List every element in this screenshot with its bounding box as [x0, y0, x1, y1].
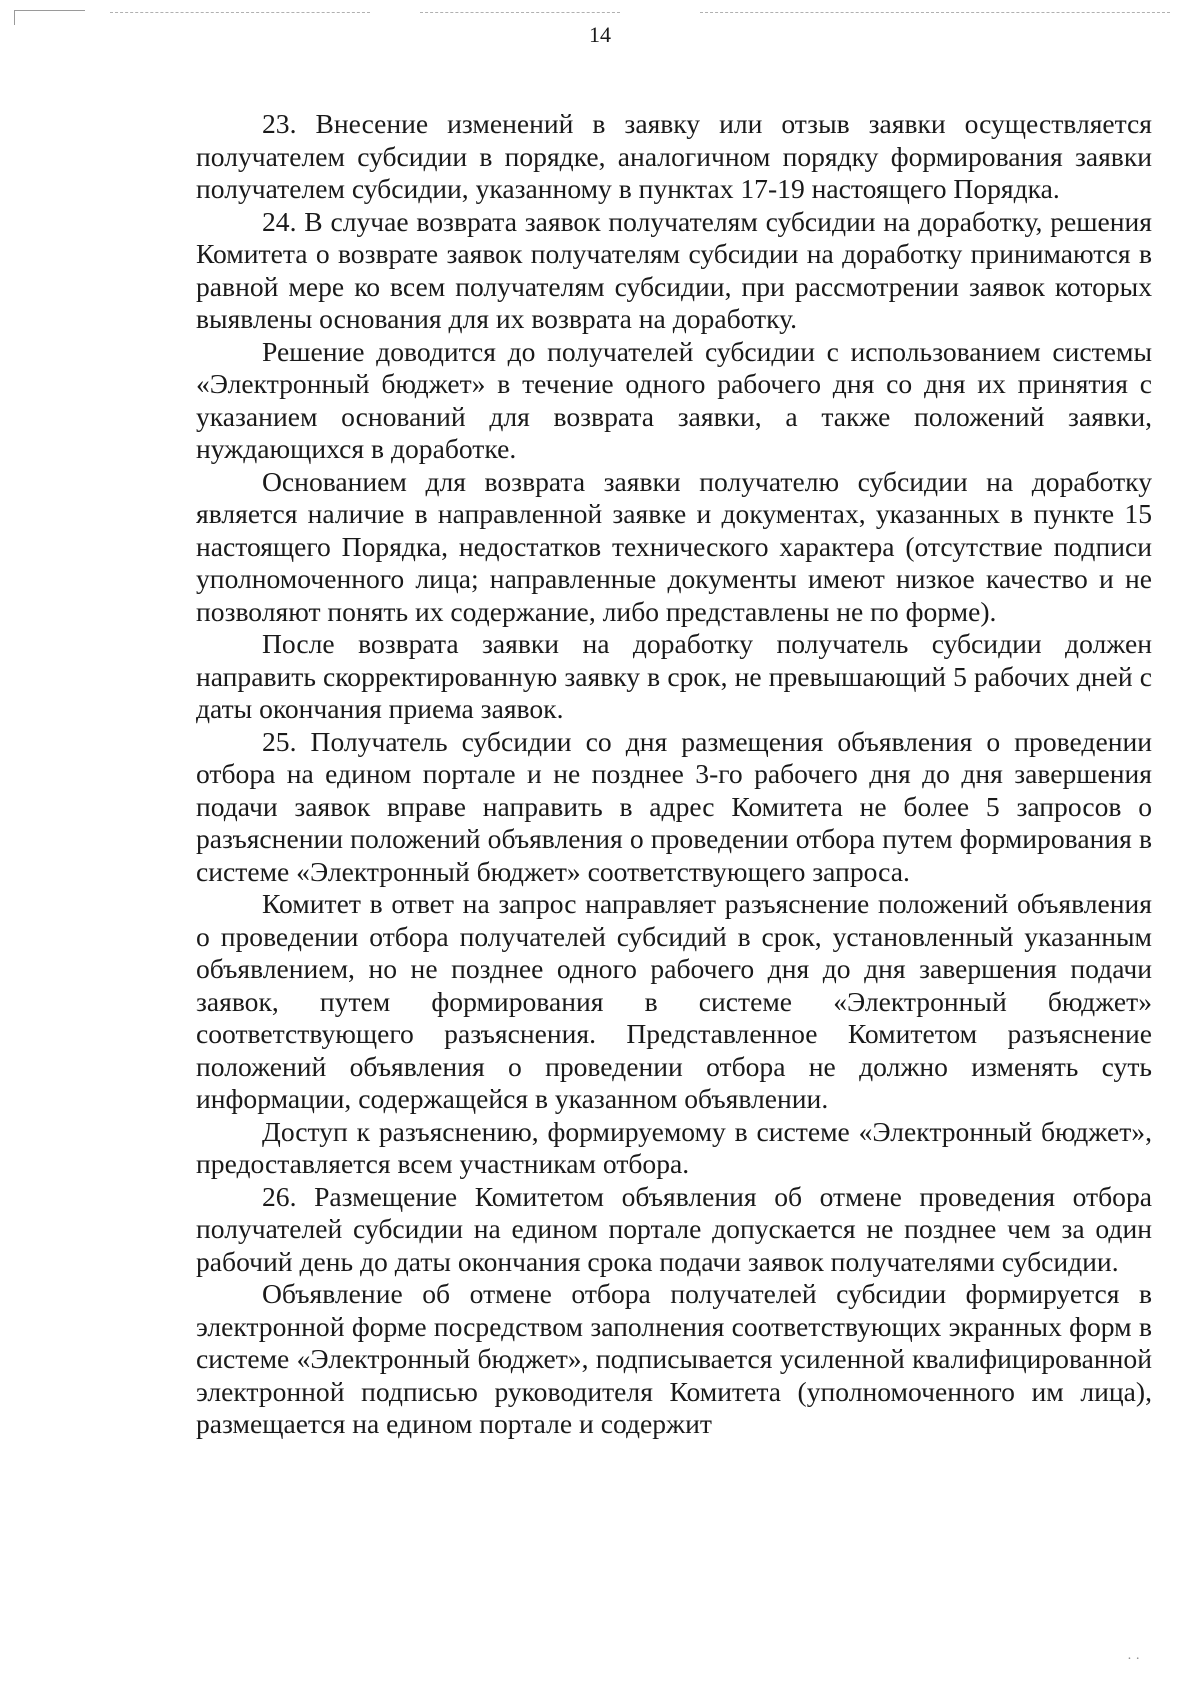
- scan-speck: · ·: [1127, 1652, 1140, 1667]
- paragraph-26-announcement: Объявление об отмене отбора получателей субсидии формируется в электронной форме посредством заполнения соответствующих экранных форм в системе «Электронный бюджет», подписывается усиленной квалифицированной электронной подписью руководителя Комитета (уполномоченного им лица), размещается на едином портале и содержит: [196, 1278, 1152, 1439]
- scan-edge-line: [420, 12, 620, 13]
- scan-edge-line: [110, 12, 370, 13]
- paragraph-24-grounds: Основанием для возврата заявки получателю субсидии на доработку является наличие в направленной заявке и документах, указанных в пункте 15 настоящего Порядка, недостатков технического характера (отсутствие подписи уполномоченного лица; направленные документы имеют низкое качество и не позволяют понять их содержание, либо представлены не по форме).: [196, 465, 1152, 627]
- page-number: 14: [589, 22, 611, 47]
- paragraph-25: 25. Получатель субсидии со дня размещения объявления о проведении отбора на едином портале и не позднее 3-го рабочего дня до дня завершения подачи заявок вправе направить в адрес Комитета не более 5 запросов о разъяснении положений объявления о проведении отбора путем формирования в системе «Электронный бюджет» соответствующего запроса.: [196, 725, 1152, 887]
- paragraph-23: 23. Внесение изменений в заявку или отзыв заявки осуществляется получателем субсидии в порядке, аналогичном порядку формирования заявки получателем субсидии, указанному в пунктах 17-19 настоящего Порядка.: [196, 108, 1152, 204]
- paragraph-24: 24. В случае возврата заявок получателям субсидии на доработку, решения Комитета о возврате заявок получателям субсидии на доработку принимаются в равной мере ко всем получателям субсидии, при рассмотрении заявок которых выявлены основания для их возврата на доработку.: [196, 205, 1152, 334]
- paragraph-24-resubmission: После возврата заявки на доработку получатель субсидии должен направить скорректированную заявку в срок, не превышающий 5 рабочих дней с даты окончания приема заявок.: [196, 628, 1152, 724]
- scan-edge-line: [700, 12, 1170, 13]
- paragraph-25-access: Доступ к разъяснению, формируемому в системе «Электронный бюджет», предоставляется всем участникам отбора.: [196, 1115, 1152, 1179]
- paragraph-24-decision: Решение доводится до получателей субсидии с использованием системы «Электронный бюджет» в течение одного рабочего дня со дня их принятия с указанием оснований для возврата заявки, а также положений заявки, нуждающихся в доработке.: [196, 335, 1152, 464]
- paragraph-25-response: Комитет в ответ на запрос направляет разъяснение положений объявления о проведении отбора получателей субсидий в срок, установленный указанным объявлением, но не позднее одного рабочего дня до дня завершения подачи заявок, путем формирования в системе «Электронный бюджет» соответствующего разъяснения. Представленное Комитетом разъяснение положений объявления о проведении отбора не должно изменять суть информации, содержащейся в указанном объявлении.: [196, 888, 1152, 1114]
- document-body: [196, 108, 1152, 1441]
- paragraph-26: 26. Размещение Комитетом объявления об отмене проведения отбора получателей субсидии на едином портале допускается не позднее чем за один рабочий день до даты окончания срока подачи заявок получателями субсидии.: [196, 1180, 1152, 1277]
